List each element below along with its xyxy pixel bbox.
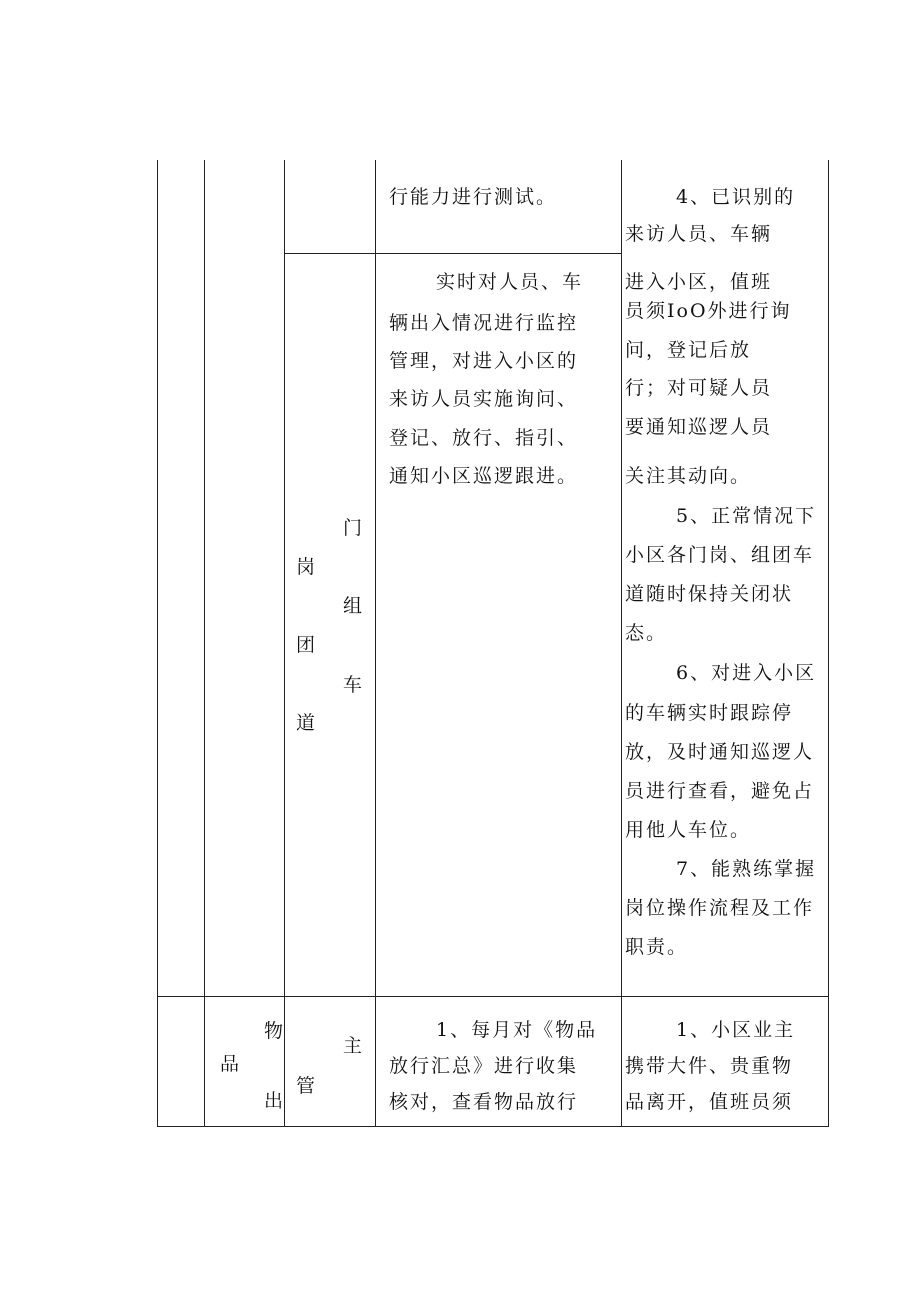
row2-col4-line: 实时对人员、车 (436, 271, 584, 293)
row-divider-2 (157, 996, 829, 997)
row2-col5-line: 7、能熟练掌握 (676, 858, 817, 880)
table-divider-col3 (375, 160, 376, 1127)
gate-label-char: 车 (343, 674, 365, 696)
row2-col4-line: 登记、放行、指引、 (389, 427, 579, 449)
row2-col4-line: 辆出入情况进行监控 (389, 312, 579, 334)
row2-col4-line: 来访人员实施询问、 (389, 388, 579, 410)
goods-label-char: 出 (264, 1090, 286, 1112)
row2-col4-line: 管理，对进入小区的 (389, 350, 579, 372)
supervisor-label-char: 主 (343, 1035, 365, 1057)
row3-col4-line: 1、每月对《物品 (436, 1019, 598, 1041)
row1-col5-line1: 4、已识别的 (676, 186, 796, 208)
row2-col5-line: 职责。 (625, 936, 689, 958)
gate-label-char: 门 (343, 517, 365, 539)
row2-col5-line: 用他人车位。 (625, 819, 752, 841)
row2-col5-line: 放，及时通知巡逻人 (625, 741, 815, 763)
row2-col5-line: 的车辆实时跟踪停 (625, 702, 794, 724)
row2-col5-line: 关注其动向。 (625, 465, 752, 487)
row2-col5-line: 行；对可疑人员 (625, 377, 773, 399)
row2-col5-line: 岗位操作流程及工作 (625, 897, 815, 919)
table-divider-col4 (621, 160, 622, 1127)
row1-col4-text: 行能力进行测试。 (389, 186, 558, 208)
row2-col5-line: 员进行查看，避免占 (625, 780, 815, 802)
table-border-bottom (157, 1126, 829, 1127)
table-border-left (157, 160, 158, 1127)
gate-label-char: 团 (296, 634, 318, 656)
row2-col5-line: 问，登记后放 (625, 339, 752, 361)
row3-col5-line: 1、小区业主 (676, 1019, 796, 1041)
row3-col5-line: 携带大件、贵重物 (625, 1055, 794, 1077)
row1-col5-line2: 来访人员、车辆 (625, 223, 773, 245)
gate-label-char: 道 (296, 712, 318, 734)
table-divider-col1 (204, 160, 205, 1127)
goods-label-char: 物 (264, 1020, 286, 1042)
row-divider-1 (284, 253, 621, 254)
row2-col5-line: 进入小区，值班 (625, 271, 773, 293)
row2-col5-line: 要通知巡逻人员 (625, 416, 773, 438)
row2-col4-line: 通知小区巡逻跟进。 (389, 465, 579, 487)
gate-label-char: 组 (343, 595, 365, 617)
row3-col4-line: 放行汇总》进行收集 (389, 1055, 579, 1077)
table-border-right (828, 160, 829, 1127)
goods-label-char: 品 (220, 1053, 242, 1075)
supervisor-label-char: 管 (296, 1075, 318, 1097)
row2-col5-line: 6、对进入小区 (676, 662, 817, 684)
row2-col5-line: 5、正常情况下 (676, 505, 817, 527)
row3-col5-line: 品离开，值班员须 (625, 1091, 794, 1113)
table-divider-col2 (284, 160, 285, 1127)
row2-col5-line: 道随时保持关闭状 (625, 583, 794, 605)
row2-col5-line: 态。 (625, 622, 668, 644)
row2-col5-line: 小区各门岗、组团车 (625, 544, 815, 566)
gate-label-char: 岗 (296, 556, 318, 578)
row3-col4-line: 核对，查看物品放行 (389, 1091, 579, 1113)
row2-col5-line: 员须IoO外进行询 (625, 300, 792, 322)
